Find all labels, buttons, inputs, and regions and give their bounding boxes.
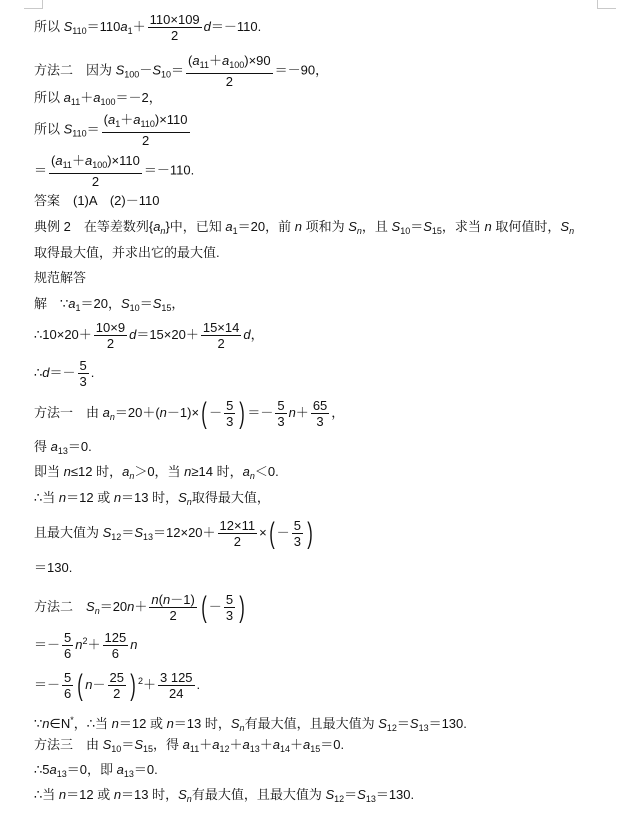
math-line: 即当 n≤12 时，$a_n>0$，当 n≥14 时，$a_n<0$. [34,464,279,481]
math-line: 且最大值为 $S_{12}=S_{13}=12\times 20+$ $\frac{12\times 11}{2}$ ×( － $\frac{5}{3}$ ) [34,516,313,550]
section-heading: 规范解答 [34,270,87,285]
math-line: $\therefore 5a_{13}=0$，即 $a_{13}=0$. [34,762,158,779]
math-line: 方法三 由 $S_{10}=S_{15}$，得 $a_{11}+a_{12}+a_{13}+a_{14}+a_{15}=0$. [34,737,345,754]
page-corner-mark-left [24,0,43,9]
math-line: ＝130. [34,560,73,575]
math-line: 解 $\because a_1=20$，$S_{10}=S_{15}$， [34,296,185,313]
math-line: ＝－ $\frac{5}{6}$ $n^2+$ $\frac{125}{6}$ n [34,630,138,661]
math-line: ∴10×20＋ $\frac{10\times 9}{2}$ d＝15×20＋ $\frac{15\times 14}{2}$ d， [34,320,264,351]
example-problem-line: 取得最大值，并求出它的最大值. [34,245,220,260]
math-line: 方法二 $S_n=20n+$ $\frac{n(n-1)}{2}$ ( － $\frac{5}{3}$ ) [34,590,245,624]
math-line: 得 $a_{13}=0$. [34,439,92,456]
math-line: 所以 $S_{110}=110a_1+$ $\frac{110\times 109}{2}$ d＝－110. [34,12,262,43]
example-problem-line: 典例 2 在等差数列$\{a_n\}$中，已知 $a_1=20$，前 n 项和为 $S_n$，且 $S_{10}=S_{15}$，求当 n 取何值时，$S_n$ [34,219,575,236]
math-line: ＝－ $\frac{5}{6}$ ( n－ $\frac{25}{2}$ ) $^2$＋ $\frac{3 125}{24}$ . [34,668,201,702]
math-line: 所以 $a_{11}+a_{100}=-2$， [34,90,162,107]
math-line: 方法二 因为 $S_{100}-S_{10}=$ $\frac{(a_{11}+a_{100})\times 90}{2}$ ＝－90， [34,53,329,89]
answer-line: 答案 (1)A (2)－110 [34,193,160,208]
math-line: ∴d＝－ $\frac{5}{3}$ . [34,358,95,389]
math-line: ∴当 n＝12 或 n＝13 时，$S_n$有最大值，且最大值为 $S_{12}=S_{13}=130$. [34,787,415,804]
math-line: ∴当 n＝12 或 n＝13 时，$S_n$取得最大值， [34,490,270,507]
math-line: ∵n∈N*，∴当 n＝12 或 n＝13 时，$S_n$有最大值，且最大值为 $S_{12}=S_{13}=130$. [34,715,467,733]
math-line: ＝ $\frac{(a_{11}+a_{100})\times 110}{2}$ ＝－110. [34,153,195,189]
page-corner-mark-right [597,0,616,9]
math-line: 方法一 由 $a_n=20+(n-1)\times$( － $\frac{5}{3}$ ) ＝－ $\frac{5}{3}$ n＋ $\frac{65}{3}$ ， [34,396,345,430]
math-line: 所以 $S_{110}=$ $\frac{(a_1+a_{110})\times 110}{2}$ [34,112,188,148]
